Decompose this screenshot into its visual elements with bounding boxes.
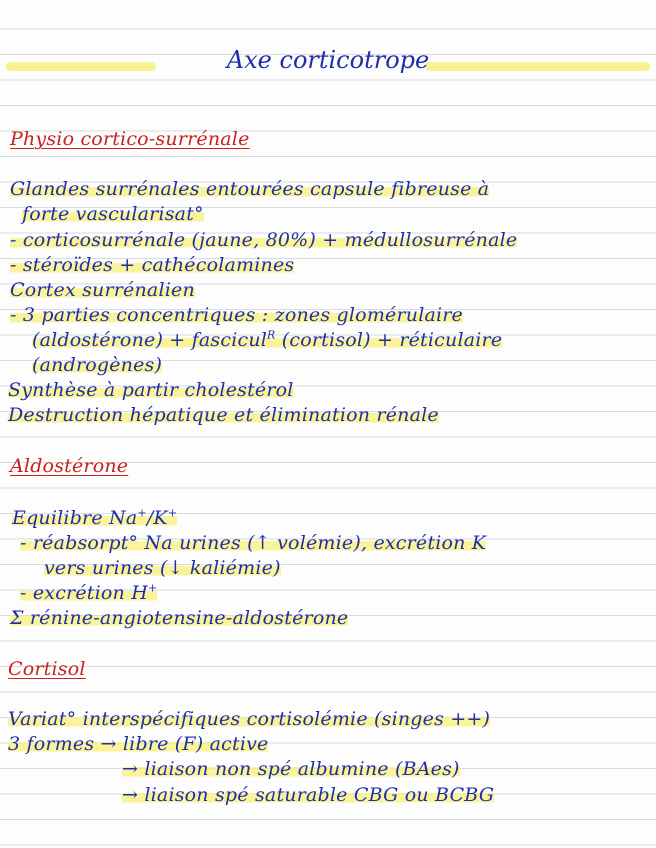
- physio-line-8: (androgènes): [32, 354, 163, 376]
- cortisol-line-1: Variat° interspécifiques cortisolémie (singes ++): [8, 708, 491, 730]
- aldo-line-1: [12, 507, 177, 529]
- physio-line-4: - stéroïdes + cathécolamines: [10, 254, 295, 276]
- physio-line-3: - corticosurrénale (jaune, 80%) + médullosurrénale: [10, 229, 518, 251]
- aldo-line-1-a: Equilibre Na: [12, 507, 138, 529]
- aldo-line-1-b: /K: [146, 507, 168, 529]
- aldo-line-1-sup2: +: [167, 506, 178, 520]
- section-heading-cortisol: Cortisol: [8, 658, 86, 680]
- physio-line-7-a: (aldostérone) + fascicul: [32, 329, 268, 351]
- physio-line-1: Glandes surrénales entourées capsule fibreuse à: [10, 178, 490, 200]
- aldo-line-4: [20, 582, 157, 604]
- cortisol-line-2: 3 formes → libre (F) active: [8, 733, 269, 755]
- physio-line-9: Synthèse à partir cholestérol: [8, 379, 294, 401]
- aldo-line-3: vers urines (↓ kaliémie): [44, 557, 281, 579]
- cortisol-line-3: → liaison non spé albumine (BAes): [122, 758, 460, 780]
- physio-line-7: [32, 329, 502, 351]
- physio-line-7-b: (cortisol) + réticulaire: [275, 329, 503, 351]
- aldo-line-2: - réabsorpt° Na urines (↑ volémie), excrétion K: [20, 532, 487, 554]
- physio-line-6: - 3 parties concentriques : zones glomérulaire: [10, 304, 464, 326]
- section-heading-aldosterone: Aldostérone: [10, 455, 129, 477]
- physio-line-2: forte vascularisat°: [22, 203, 204, 225]
- aldo-line-5: Σ rénine-angiotensine-aldostérone: [10, 607, 349, 629]
- cortisol-line-4: → liaison spé saturable CBG ou BCBG: [122, 784, 495, 806]
- aldo-line-1-sup1: +: [137, 506, 147, 520]
- section-heading-physio: Physio cortico-surrénale: [10, 128, 250, 150]
- physio-line-7-sup: R: [267, 328, 276, 342]
- page-title: Axe corticotrope: [226, 46, 430, 74]
- aldo-line-4-a: - excrétion H: [20, 582, 148, 604]
- aldo-line-4-sup: +: [147, 581, 158, 595]
- physio-line-10: Destruction hépatique et élimination rénale: [8, 404, 439, 426]
- physio-line-5: Cortex surrénalien: [10, 279, 195, 301]
